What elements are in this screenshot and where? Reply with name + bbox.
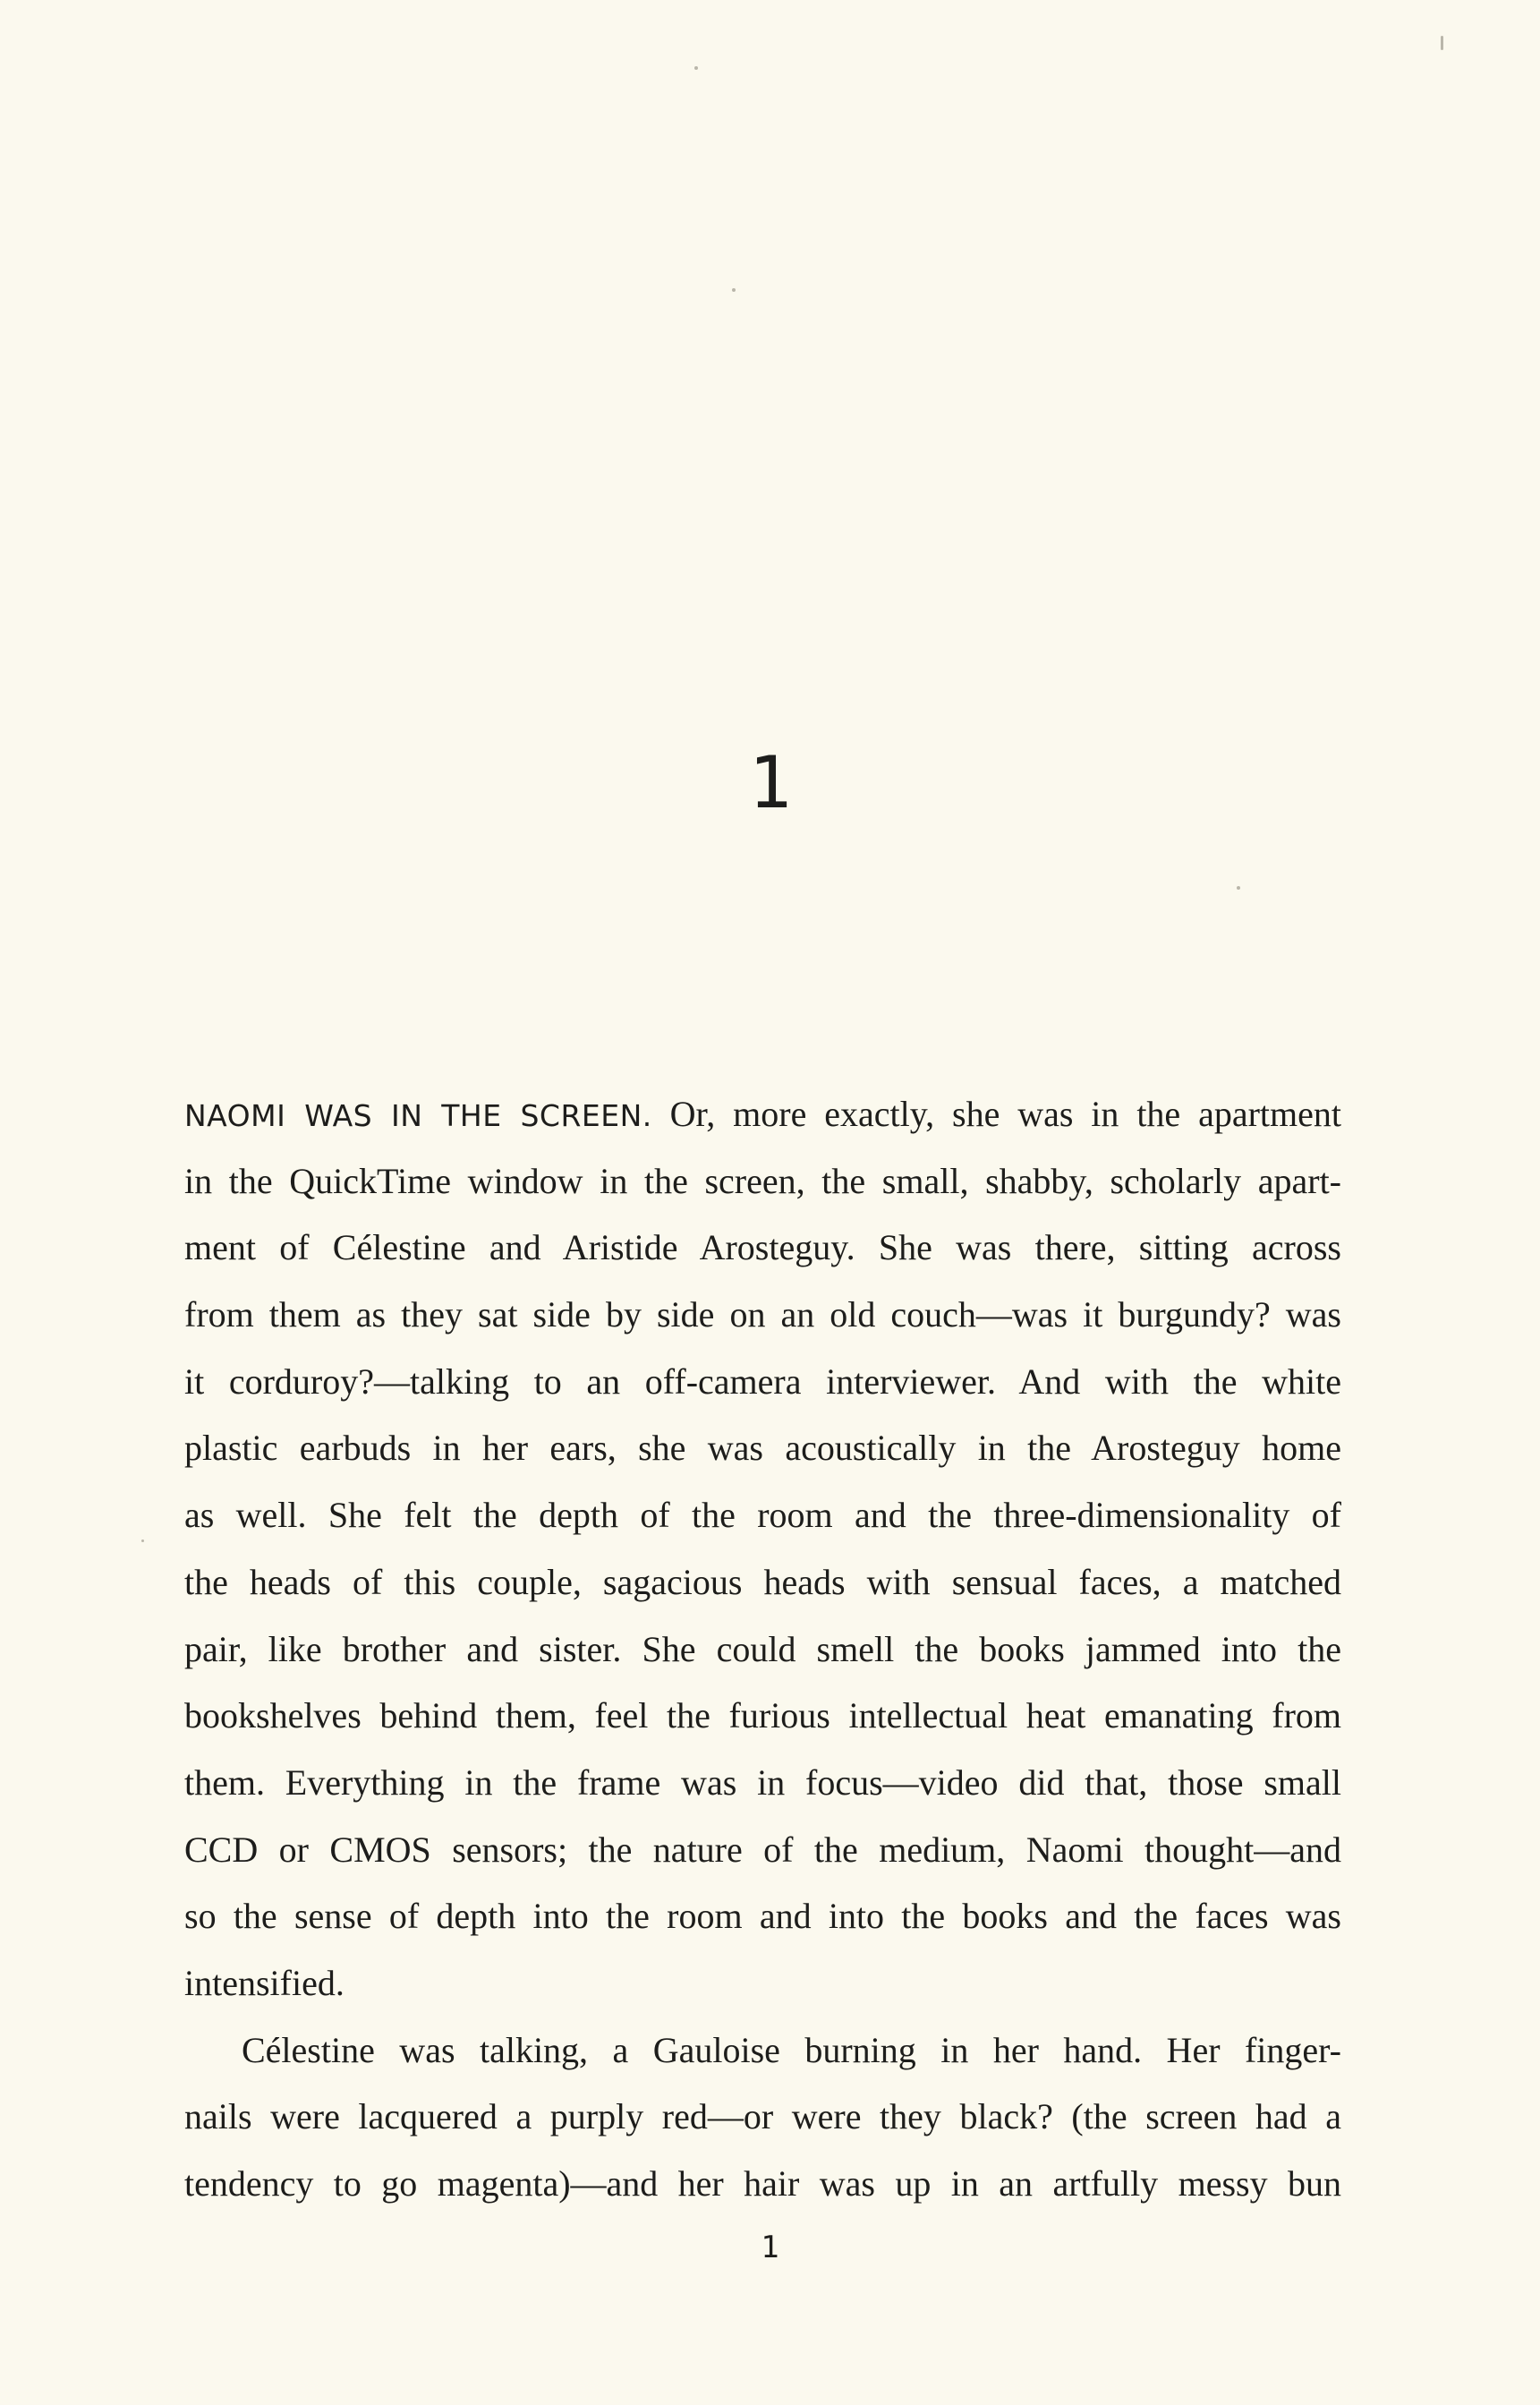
- text-line: as well. She felt the depth of the room and the three-dimensionality of: [184, 1495, 1341, 1536]
- text-line: it corduroy?—talking to an off-camera interviewer. And with the white: [184, 1360, 1341, 1402]
- body-text: [184, 1081, 1341, 2218]
- text-line: so the sense of depth into the room and into the books and the faces was: [184, 1896, 1341, 1937]
- text-line: the heads of this couple, sagacious heads with sensual faces, a matched: [184, 1561, 1341, 1602]
- scan-speck: [732, 288, 736, 292]
- text-line: ment of Célestine and Aristide Arosteguy. She was there, sitting across: [184, 1227, 1341, 1268]
- text-line: them. Everything in the frame was in focus—video did that, those small: [184, 1761, 1341, 1803]
- text-line: plastic earbuds in her ears, she was acoustically in the Arosteguy home: [184, 1428, 1341, 1469]
- text-line: bookshelves behind them, feel the furious intellectual heat emanating from: [184, 1695, 1341, 1736]
- text-line: nails were lacquered a purply red—or were they black? (the screen had a: [184, 2096, 1341, 2137]
- page-number: 1: [761, 2230, 779, 2265]
- scan-speck: [141, 1539, 144, 1542]
- text-line: from them as they sat side by side on an old couch—was it burgundy? was: [184, 1294, 1341, 1335]
- text-line: pair, like brother and sister. She could smell the books jammed into the: [184, 1628, 1341, 1669]
- text-line: intensified.: [184, 1962, 345, 2003]
- scan-speck: [694, 66, 698, 70]
- text-line-segment: Or, more exactly, she was in the apartment: [651, 1094, 1341, 1134]
- chapter-number: 1: [748, 741, 792, 824]
- scan-speck: [1441, 36, 1443, 50]
- text-line: CCD or CMOS sensors; the nature of the medium, Naomi thought—and: [184, 1829, 1341, 1870]
- text-line: in the QuickTime window in the screen, the small, shabby, scholarly apart-: [184, 1160, 1341, 1201]
- text-line: [184, 1081, 1341, 1148]
- text-line: Célestine was talking, a Gauloise burning in her hand. Her finger-: [242, 2029, 1341, 2070]
- text-line: tendency to go magenta)—and her hair was up in an artfully messy bun: [184, 2163, 1341, 2204]
- opening-words: NAOMI WAS IN THE SCREEN.: [184, 1098, 652, 1133]
- scan-speck: [1237, 886, 1240, 890]
